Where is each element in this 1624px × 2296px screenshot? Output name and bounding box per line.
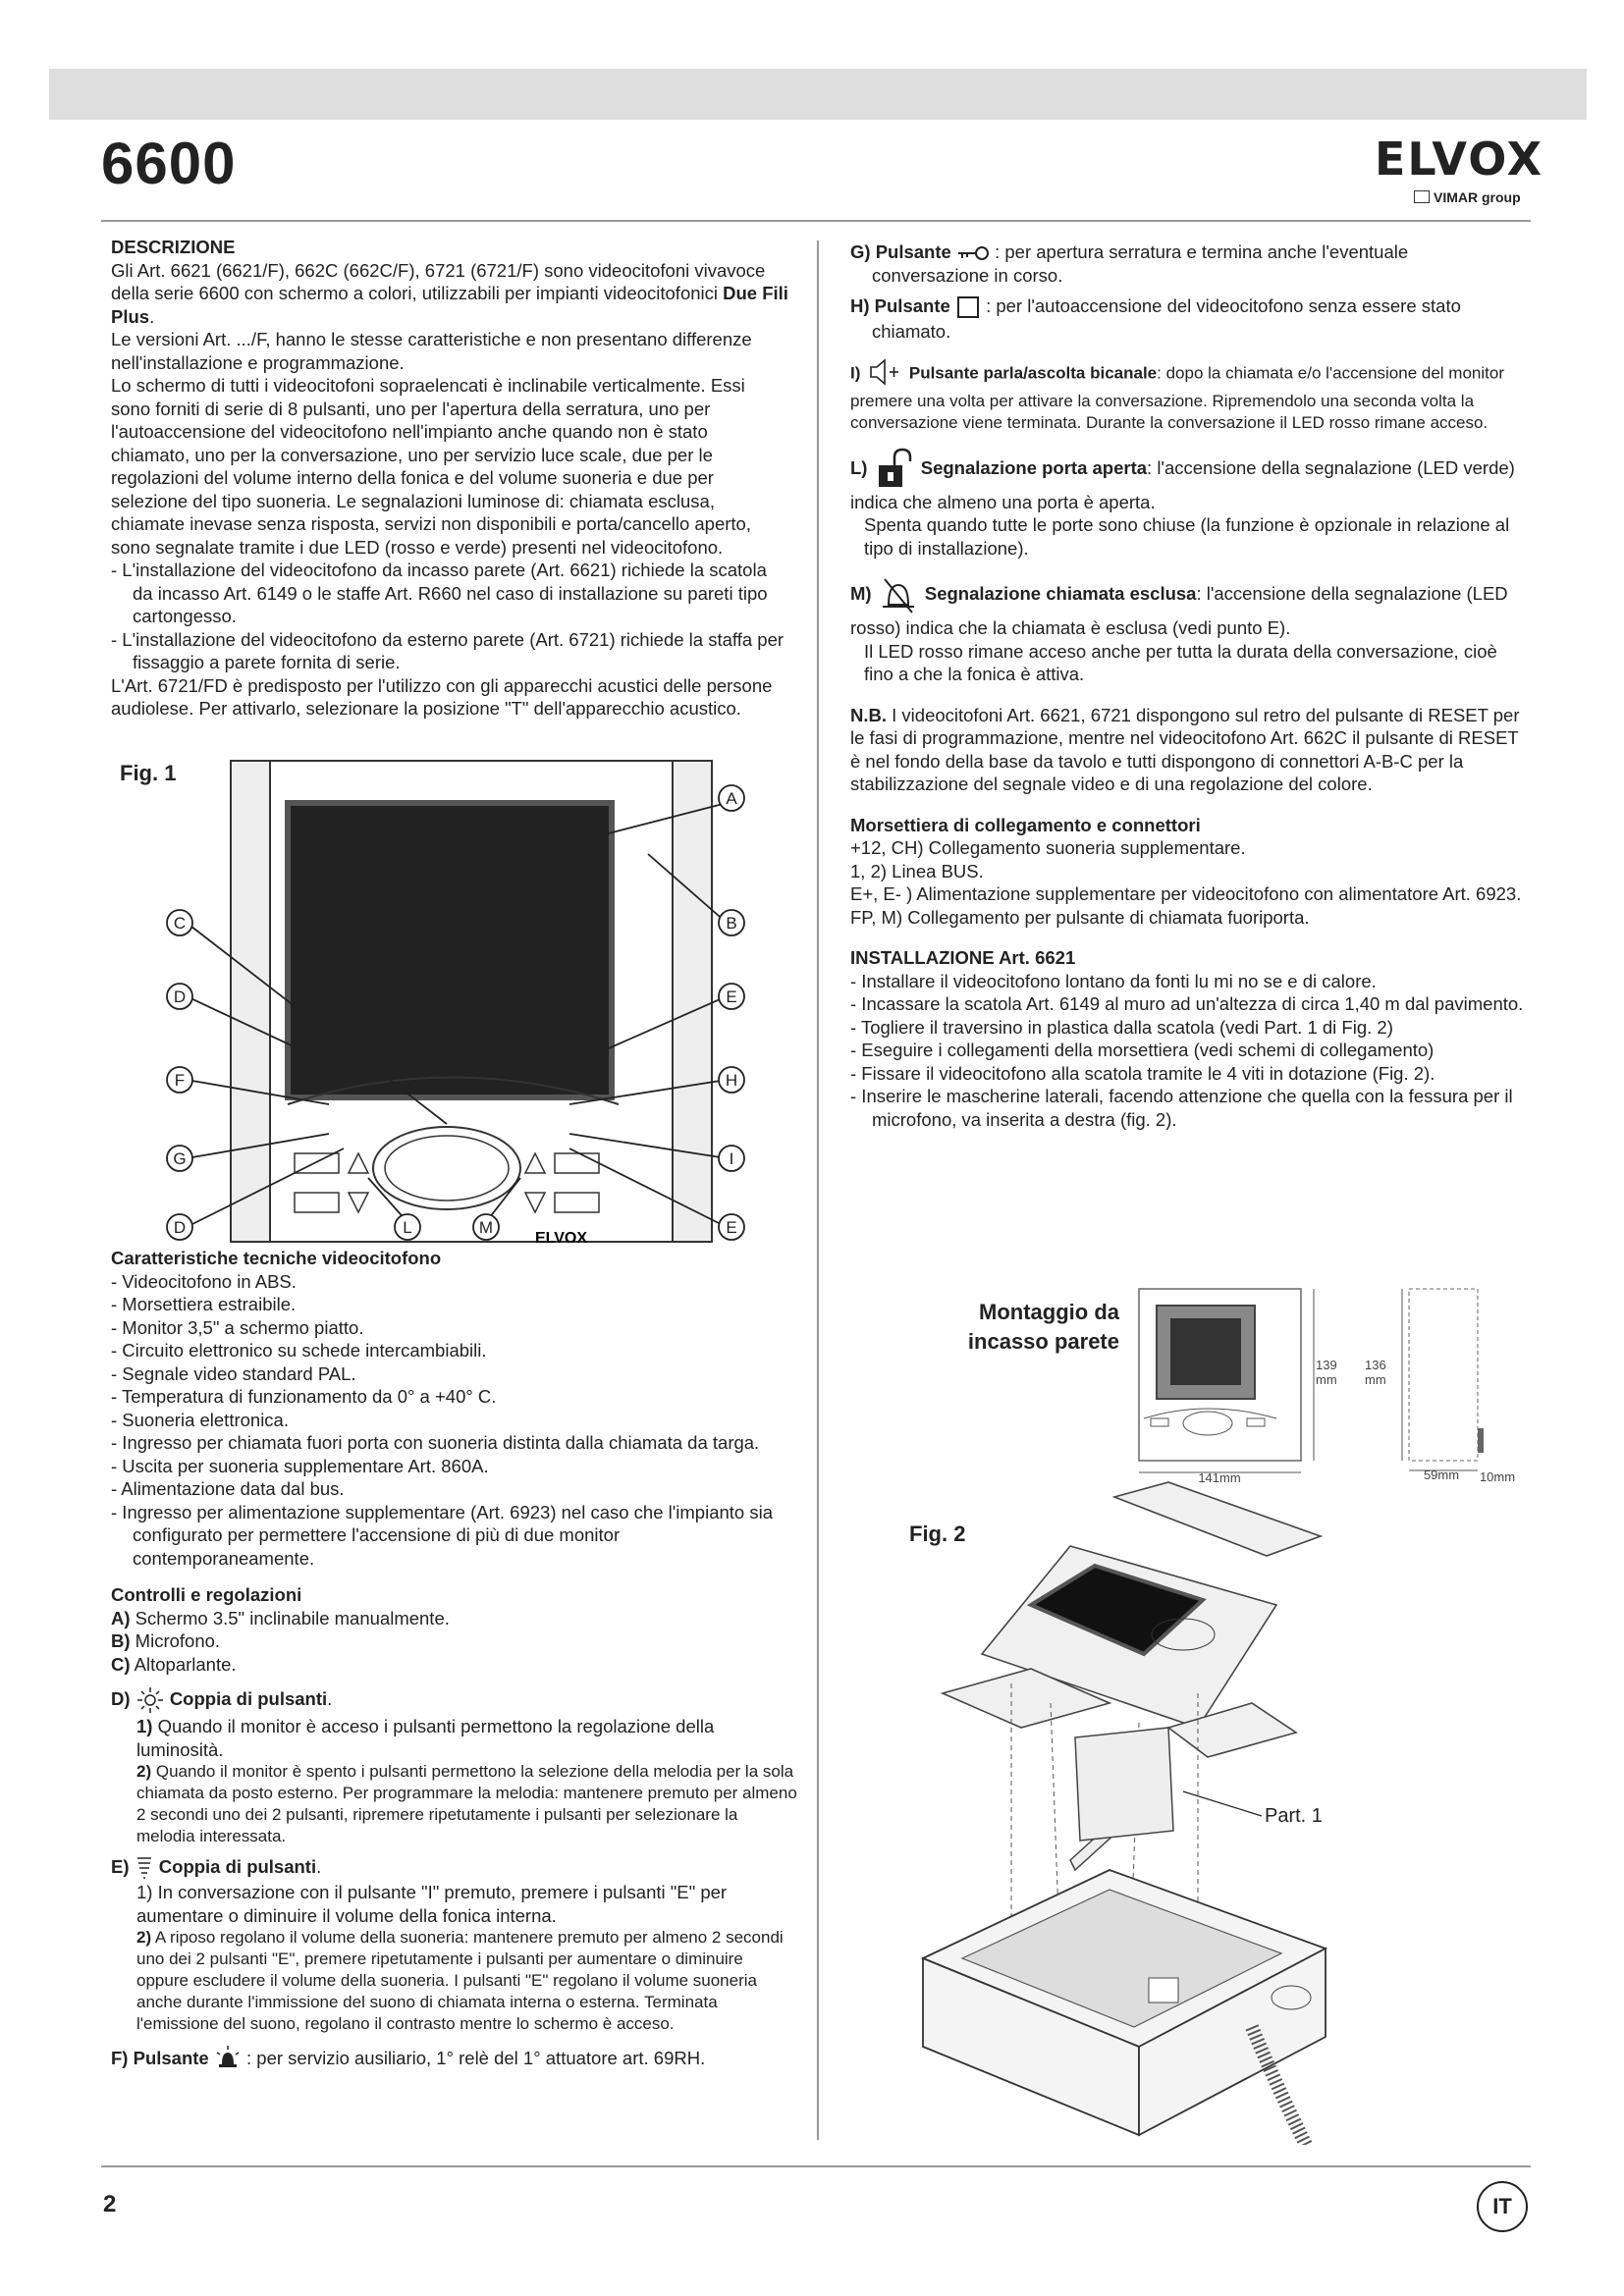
- volume-bars-icon: [135, 1855, 154, 1881]
- padlock-open-icon: [873, 448, 916, 491]
- control-m-text: : l'accensione della segnalazione (LED rosso) indica che la chiamata è esclusa (vedi punto E).: [850, 583, 1508, 639]
- fig1-letter-d: D: [173, 988, 187, 1006]
- descr-p1-c: .: [149, 305, 155, 327]
- fig1-letter-l: L: [403, 1218, 412, 1237]
- control-m: [850, 573, 1528, 640]
- control-l-key: L): [850, 456, 868, 478]
- nb-note: [850, 704, 1528, 796]
- description-bullet-1: - L'installazione del videocitofono da incasso parete (Art. 6621) richiede la scatola da incasso Art. 6149 o le staffe Art. R660 nel caso di installazione su pareti tipo cartongesso.: [111, 560, 768, 626]
- brand-sub: [1414, 189, 1521, 205]
- control-e-key: E): [111, 1856, 130, 1877]
- dim-59: 59mm: [1423, 1468, 1460, 1482]
- dim-139-unit: mm: [1316, 1372, 1337, 1387]
- control-m-key: M): [850, 583, 872, 604]
- vimar-icon: [1414, 190, 1430, 203]
- descr-p1-a: Gli Art. 6621 (6621/F), 662C (662C/F), 6721 (6721/F) sono videocitofoni vivavoce della serie 6600 con schermo a colori, utilizzabili per impianti videocitofonici: [111, 259, 766, 303]
- model-number: 6600: [101, 131, 237, 196]
- nb-key: N.B.: [850, 704, 887, 725]
- tech-item: - Morsettiera estraibile.: [111, 1294, 297, 1314]
- header-rule: [101, 220, 1531, 222]
- description-p2: Le versioni Art. .../F, hanno le stesse caratteristiche e non presentano differenze nell'installazione e programmazione.: [111, 329, 752, 373]
- key-icon: [956, 245, 990, 261]
- fig1-letter-d2: D: [173, 1218, 187, 1237]
- brand-sub-label: VIMAR group: [1434, 189, 1521, 205]
- control-l-text: : l'accensione della segnalazione (LED verde) indica che almeno una porta è aperta.: [850, 456, 1515, 512]
- description-bullet-2: - L'installazione del videocitofono da esterno parete (Art. 6721) richiede la staffa per fissaggio a parete fornita di serie.: [111, 628, 785, 672]
- bell-excluded-icon: [877, 573, 920, 616]
- part1-label: Part. 1: [1265, 1805, 1323, 1827]
- tech-section: [111, 1247, 798, 2074]
- description-p4: L'Art. 6721/FD è predisposto per l'utilizzo con gli apparecchi acustici delle persone audiolese. Per attivarlo, selezionare la posizione "T" dell'apparecchio acustico.: [111, 674, 773, 719]
- fig1-letter-b: B: [726, 914, 737, 933]
- control-d2-text: Quando il monitor è spento i pulsanti permettono la selezione della melodia per la sola chiamata da posto esterno. Per programmare la melodia: mantenere premuto per almeno 2 secondi uno dei 2 pulsanti, ripremere ripetutamente i pulsanti per selezionare la melodia interessata.: [136, 1762, 797, 1845]
- controls-title: Controlli e regolazioni: [111, 1584, 302, 1605]
- fig1-letter-a: A: [726, 789, 737, 808]
- tech-item: - Monitor 3,5" a schermo piatto.: [111, 1316, 364, 1338]
- control-f-key: F) Pulsante: [111, 2048, 209, 2068]
- control-g-text: : per apertura serratura e termina anche l'eventuale conversazione in corso.: [872, 241, 1409, 286]
- fig1-letter-c: C: [173, 914, 187, 933]
- terminal-item: FP, M) Collegamento per pulsante di chiamata fuoriporta.: [850, 906, 1310, 928]
- control-c-key: C): [111, 1653, 131, 1675]
- tech-item: - Alimentazione data dal bus.: [111, 1478, 345, 1499]
- control-d-key: D): [111, 1687, 131, 1709]
- dim-136-unit: mm: [1365, 1372, 1386, 1387]
- control-l2: Spenta quando tutte le porte sono chiuse (la funzione è opzionale in relazione al tipo di installazione).: [864, 514, 1510, 559]
- top-gray-band: [49, 69, 1587, 120]
- fig1-videophone-diagram: [147, 756, 776, 1247]
- control-h-key: H) Pulsante: [850, 295, 950, 316]
- description-title: DESCRIZIONE: [111, 237, 236, 257]
- control-i-key: I): [850, 363, 861, 383]
- terminal-item: E+, E- ) Alimentazione supplementare per videocitofono con alimentatore Art. 6923.: [850, 883, 1522, 905]
- tech-item: - Ingresso per alimentazione supplementare (Art. 6923) nel caso che l'impianto sia configurato per permettere l'accensione di più di due monitor contemporaneamente.: [111, 1501, 773, 1569]
- fig1-letter-f: F: [174, 1071, 186, 1090]
- tech-item: - Temperatura di funzionamento da 0° a +40° C.: [111, 1386, 497, 1407]
- mounting-title-1: Montaggio da: [979, 1300, 1119, 1324]
- control-i-text: : dopo la chiamata e/o l'accensione del monitor premere una volta per attivare la conversazione. Ripremendolo una seconda volta la conversazione viene terminata. Durante la conversazione il LED rosso rimane acceso.: [850, 363, 1504, 432]
- control-d2-key: 2): [136, 1762, 152, 1781]
- tech-item: - Videocitofono in ABS.: [111, 1270, 297, 1292]
- column-divider: [817, 240, 819, 2140]
- control-a-text: Schermo 3.5" inclinabile manualmente.: [130, 1607, 450, 1629]
- control-e-heading: E) Coppia di pulsanti.: [111, 1855, 798, 1881]
- control-h: [850, 294, 1528, 344]
- mounting-title-2: incasso parete: [967, 1329, 1119, 1354]
- brand-name: ELVOX: [1375, 133, 1544, 186]
- control-i-title: Pulsante parla/ascolta bicanale: [908, 363, 1158, 383]
- control-h-text: : per l'autoaccensione del videocitofono senza essere stato chiamato.: [872, 295, 1461, 343]
- descr-p1-b: Due Fili Plus: [111, 283, 788, 327]
- fig1-label: Fig. 1: [120, 761, 177, 785]
- terminal-title: Morsettiera di collegamento e connettori: [850, 814, 1201, 835]
- install-item: - Eseguire i collegamenti della morsettiera (vedi schemi di collegamento): [850, 1040, 1435, 1061]
- tech-item: - Ingresso per chiamata fuori porta con suoneria distinta dalla chiamata da targa.: [111, 1432, 760, 1453]
- dim-139: 139: [1316, 1358, 1337, 1372]
- control-b: [111, 1629, 798, 1653]
- control-d1: [111, 1715, 798, 1761]
- control-d2: [111, 1761, 798, 1847]
- terminal-item: +12, CH) Collegamento suoneria supplementare.: [850, 837, 1246, 859]
- fig1-brand: ELVOX: [535, 1230, 588, 1247]
- control-f-text: : per servizio ausiliario, 1° relè del 1° attuatore art. 69RH.: [246, 2048, 706, 2068]
- dim-136: 136: [1365, 1358, 1386, 1372]
- control-a: [111, 1607, 798, 1630]
- control-e2-key: 2): [136, 1928, 152, 1948]
- control-l: [850, 448, 1528, 514]
- right-column: [850, 240, 1528, 1131]
- brand-logo: [1375, 133, 1544, 205]
- install-item: - Togliere il traversino in plastica dalla scatola (vedi Part. 1 di Fig. 2): [850, 1016, 1393, 1038]
- dim-141: 141mm: [1198, 1470, 1241, 1485]
- control-e2: [111, 1927, 798, 2035]
- fig1-letter-h: H: [725, 1071, 738, 1090]
- install-item: - Incassare la scatola Art. 6149 al muro ad un'altezza di circa 1,40 m dal pavimento.: [850, 993, 1524, 1015]
- control-a-key: A): [111, 1607, 131, 1629]
- control-l-title: Segnalazione porta aperta: [920, 456, 1148, 478]
- tech-item: - Segnale video standard PAL.: [111, 1362, 356, 1384]
- install-item: - Inserire le mascherine laterali, facendo attenzione che quella con la fessura per il microfono, va inserita a destra (fig. 2).: [850, 1086, 1513, 1130]
- control-g-key: G) Pulsante: [850, 241, 951, 262]
- control-e1: 1) In conversazione con il pulsante "I" premuto, premere i pulsanti "E" per aumentare o diminuire il volume della fonica interna.: [136, 1882, 728, 1926]
- fig2-label: Fig. 2: [909, 1522, 966, 1546]
- control-c: [111, 1653, 798, 1677]
- fig1-letter-e2: E: [726, 1218, 737, 1237]
- description-p3: Lo schermo di tutti i videocitofoni sopraelencati è inclinabile verticalmente. Essi sono forniti di serie di 8 pulsanti, uno per l'apertura della serratura, uno per l'autoaccensione del videocitofono nell'impianto anche quando non è stato chiamato, uno per la conversazione, uno per servizio luce scale, due per le regolazioni del volume interno della fonica e del volume suoneria e due per selezione del tipo suoneria. Le segnalazioni luminose di: chiamata esclusa, chiamate inevase senza risposta, servizi non disponibili e porta/cancello aperto, sono segnalate tramite i due LED (rosso e verde) presenti nel videocitofono.: [111, 375, 751, 558]
- tech-title: Caratteristiche tecniche videocitofono: [111, 1248, 442, 1268]
- speaker-icon: [865, 357, 904, 391]
- description-p1: [111, 259, 788, 329]
- control-d-title: Coppia di pulsanti: [169, 1687, 328, 1709]
- install-item: - Installare il videocitofono lontano da fonti lu mi no se e di calore.: [850, 970, 1377, 991]
- install-item: - Fissare il videocitofono alla scatola tramite le 4 viti in dotazione (Fig. 2).: [850, 1062, 1435, 1084]
- square-icon: [955, 294, 981, 320]
- control-i: [850, 357, 1528, 434]
- control-d-heading: D) Coppia di pulsanti.: [111, 1685, 798, 1715]
- control-b-key: B): [111, 1630, 131, 1651]
- brightness-icon: [135, 1685, 165, 1715]
- control-g: [850, 240, 1528, 287]
- control-d1-text: Quando il monitor è acceso i pulsanti permettono la regolazione della luminosità.: [136, 1716, 715, 1760]
- description-section: [111, 236, 788, 721]
- control-d1-key: 1): [136, 1716, 153, 1736]
- light-bell-icon: [214, 2045, 242, 2074]
- tech-item: - Suoneria elettronica.: [111, 1409, 289, 1430]
- mounting-title: [957, 1298, 1119, 1357]
- mounting-dimension-drawing: [1129, 1281, 1542, 1487]
- control-f: [111, 2045, 798, 2074]
- install-title: INSTALLAZIONE Art. 6621: [850, 947, 1076, 969]
- tech-item: - Circuito elettronico su schede intercambiabili.: [111, 1340, 487, 1361]
- fig1-letter-g: G: [173, 1149, 187, 1168]
- control-m2: Il LED rosso rimane acceso anche per tutta la durata della conversazione, cioè fino a che la fonica è attiva.: [864, 640, 1497, 685]
- fig1-letter-i: I: [729, 1149, 734, 1168]
- language-badge: IT: [1477, 2181, 1528, 2232]
- footer-rule: [101, 2165, 1531, 2167]
- fig1-letter-m: M: [478, 1218, 494, 1237]
- terminal-item: 1, 2) Linea BUS.: [850, 860, 984, 881]
- control-e-title: Coppia di pulsanti: [158, 1856, 317, 1877]
- page-number: 2: [103, 2191, 117, 2217]
- control-e2-text: A riposo regolano il volume della suoneria: mantenere premuto per almeno 2 secondi uno dei 2 pulsanti "E", premere ripetutamente i pulsanti per aumentare o diminuire oppure escludere il volume della suoneria. I pulsanti "E" regolano il volume suoneria anche durante l'immissione del suono di chiamata interna o esterna. Terminata l'emissione del suono, regolano il contrasto mentre lo schermo è acceso.: [136, 1928, 784, 2034]
- fig2-installation-drawing: [903, 1477, 1512, 2145]
- fig1-letter-e: E: [726, 988, 737, 1006]
- control-b-text: Microfono.: [130, 1630, 221, 1651]
- tech-item: - Uscita per suoneria supplementare Art. 860A.: [111, 1455, 489, 1476]
- nb-text: I videocitofoni Art. 6621, 6721 dispongono sul retro del pulsante di RESET per le fasi di programmazione, mentre nel videocitofono Art. 662C il pulsante di RESET è nel fondo della base da tavolo e tutti dispongono di connettori A-B-C per la stabilizzazione del segnale video e di una regolazione del colore.: [850, 704, 1520, 795]
- dim-10: 10mm: [1479, 1469, 1516, 1484]
- control-m-title: Segnalazione chiamata esclusa: [924, 583, 1197, 604]
- control-c-text: Altoparlante.: [130, 1653, 237, 1675]
